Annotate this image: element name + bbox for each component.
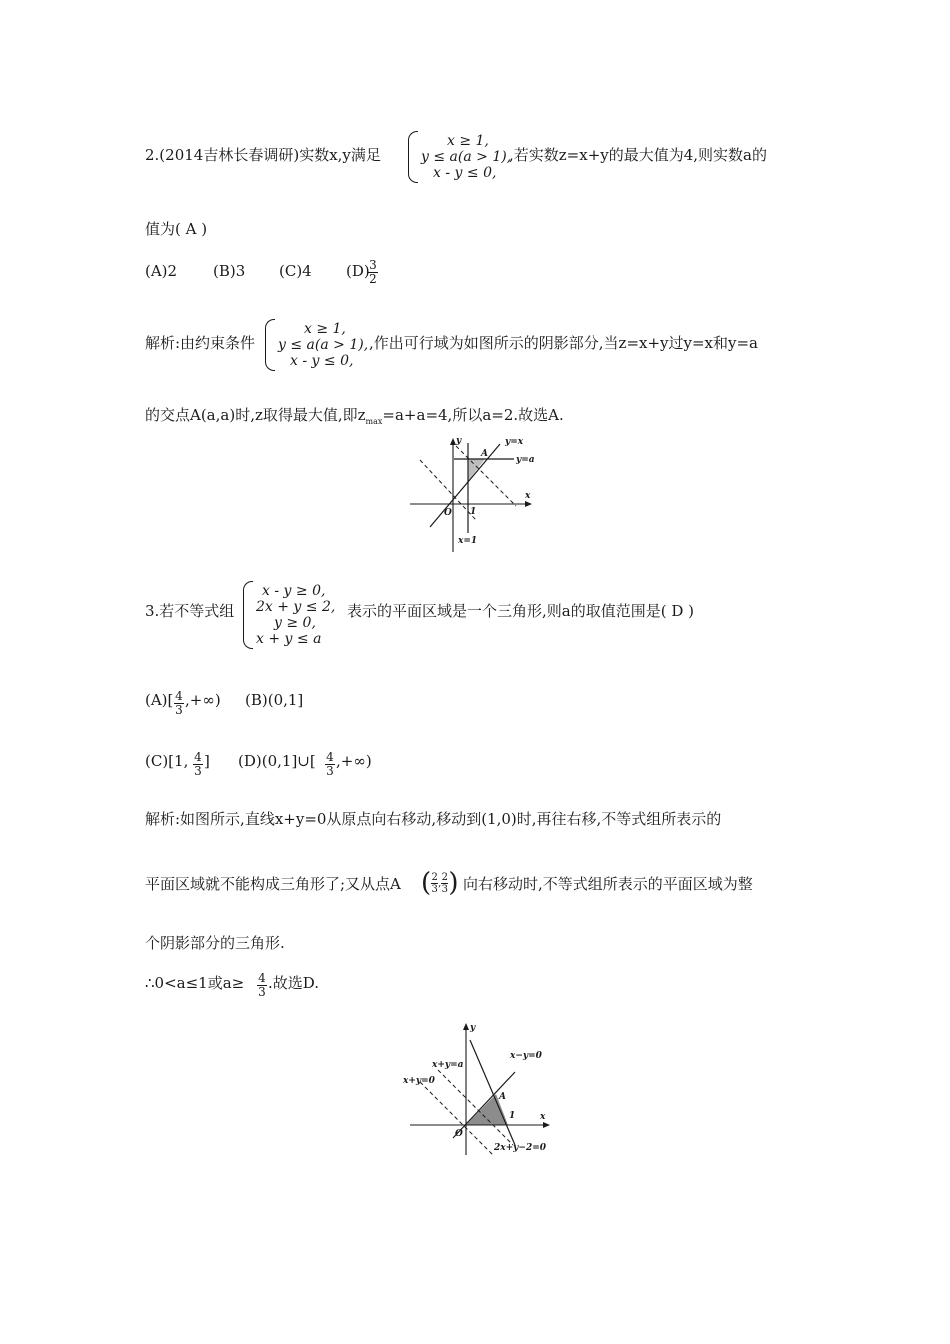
q3-stem-end: 表示的平面区域是一个三角形,则a的取值范围是( D ) (347, 602, 694, 620)
denominator: 3 (441, 883, 449, 895)
q3-conclusion-b: .故选D. (268, 974, 320, 992)
numerator: 2 (441, 871, 449, 883)
q3-option-a-pre: (A)[ (145, 691, 174, 709)
q3-option-d-pre: (D)(0,1]∪[ (238, 752, 316, 770)
q2-constraint-system (408, 131, 511, 183)
tick-1-label: 1 (470, 507, 477, 517)
q2-figure (408, 430, 538, 555)
q3-option-a-fraction (174, 690, 184, 717)
denominator: 3 (431, 883, 438, 895)
comma: , (438, 877, 442, 889)
text: =a+a=4,所以a=2.故选A. (382, 406, 564, 424)
q3-solution-line2-a: 平面区域就不能构成三角形了;又从点A (145, 875, 401, 893)
numerator: 4 (258, 971, 266, 985)
label-x-plus-y-eq-0: x+y=0 (403, 1076, 435, 1086)
brace (243, 581, 253, 649)
q3-option-d-post: ,+∞) (336, 752, 372, 770)
line-y-eq-x-label: y=x (505, 437, 524, 447)
constraint-3: x - y ≤ 0, (433, 165, 497, 181)
q3-solution-line1: 解析:如图所示,直线x+y=0从原点向右移动,移动到(1,0)时,再往右移,不等式组所表示的 (145, 810, 722, 828)
q2-option-a: (A)2 (145, 262, 178, 280)
inequality-3: y ≥ 0, (274, 615, 316, 631)
tick-1-label: 1 (509, 1111, 516, 1121)
paren-open: ( (421, 868, 432, 898)
numerator: 2 (431, 871, 438, 883)
label-x-minus-y-eq-0: x−y=0 (510, 1051, 542, 1061)
q3-option-d-fraction (325, 751, 335, 778)
constraint-3: x - y ≤ 0, (290, 353, 354, 369)
x-axis-arrow (525, 501, 532, 507)
text: 的交点A(a,a)时,z取得最大值,即z (145, 406, 366, 424)
q3-conclusion-a: ∴0<a≤1或a≥ (145, 974, 245, 992)
q3-option-a-post: ,+∞) (185, 691, 221, 709)
q3-figure (398, 1018, 554, 1158)
q3-option-c-fraction (193, 751, 203, 778)
q2-option-d: (D) (346, 262, 370, 280)
line-x-eq-1-label: x=1 (458, 536, 478, 546)
q3-option-c-pre: (C)[1, (145, 752, 189, 770)
denominator: 3 (258, 985, 266, 999)
line-y-eq-a-label: y=a (516, 455, 535, 465)
inequality-1: x - y ≥ 0, (262, 583, 326, 599)
constraint-1: x ≥ 1, (447, 133, 489, 149)
numerator: 4 (194, 750, 202, 764)
x-axis-label: x (525, 491, 531, 501)
q3-solution-line2-b: 向右移动时,不等式组所表示的平面区域为整 (463, 875, 753, 893)
numerator: 4 (175, 689, 183, 703)
q3-stem-start: 3.若不等式组 (145, 602, 235, 620)
q2-stem-start: 2.(2014吉林长春调研)实数x,y满足 (145, 146, 381, 164)
q2-option-b: (B)3 (213, 262, 246, 280)
coord-x-fraction (431, 872, 438, 895)
inequality-2: 2x + y ≤ 2, (256, 599, 336, 615)
y-axis-label: y (456, 436, 462, 446)
subscript: max (365, 417, 383, 426)
x-axis-arrow (543, 1122, 550, 1128)
numerator: 4 (326, 750, 334, 764)
q2-stem-line2: 值为( A ) (145, 220, 208, 238)
q2-solution-line2 (145, 406, 564, 431)
x-axis-label: x (540, 1112, 546, 1122)
q3-conclusion-fraction (257, 972, 267, 999)
brace (408, 131, 418, 183)
numerator: 3 (369, 258, 377, 272)
q2-solution-start: 解析:由约束条件 (145, 334, 256, 352)
denominator: 3 (326, 764, 334, 778)
constraint-1: x ≥ 1, (304, 321, 346, 337)
coord-y-fraction (441, 872, 448, 895)
q2-solution-system (265, 319, 368, 371)
q3-inequality-system (243, 581, 335, 649)
point-a-label: A (499, 1092, 506, 1102)
denominator: 3 (175, 703, 183, 717)
constraint-2: y ≤ a(a > 1), (421, 149, 512, 165)
denominator: 2 (369, 272, 377, 286)
origin-label: O (444, 508, 452, 518)
q2-option-c: (C)4 (279, 262, 312, 280)
inequality-4: x + y ≤ a (256, 631, 322, 647)
point-a-label: A (481, 449, 488, 459)
line-2x-plus-y-minus-2-eq-0 (470, 1040, 515, 1145)
constraint-2: y ≤ a(a > 1), (278, 337, 369, 353)
dashed-line-x-plus-y-eq-a (438, 1070, 516, 1145)
label-x-plus-y-eq-a: x+y=a (432, 1060, 464, 1070)
q3-solution-line3: 个阴影部分的三角形. (145, 934, 285, 952)
feasible-region (468, 459, 485, 481)
q2-solution-end: ,作出可行域为如图所示的阴影部分,当z=x+y过y=x和y=a (369, 334, 758, 352)
q3-option-b: (B)(0,1] (245, 691, 304, 709)
q2-stem-end: ,若实数z=x+y的最大值为4,则实数a的 (509, 146, 767, 164)
y-axis-arrow (463, 1023, 469, 1030)
line-y-eq-x (430, 444, 500, 527)
y-axis-label: y (470, 1023, 476, 1033)
q3-option-c-post: ] (204, 752, 210, 770)
paren-close: ) (448, 868, 459, 898)
q3-point-a-coords (421, 868, 459, 898)
denominator: 3 (194, 764, 202, 778)
label-2x-plus-y-minus-2-eq-0: 2x+y−2=0 (494, 1143, 547, 1153)
origin-label: O (455, 1129, 463, 1139)
q2-option-d-fraction (368, 259, 378, 286)
brace (265, 319, 275, 371)
